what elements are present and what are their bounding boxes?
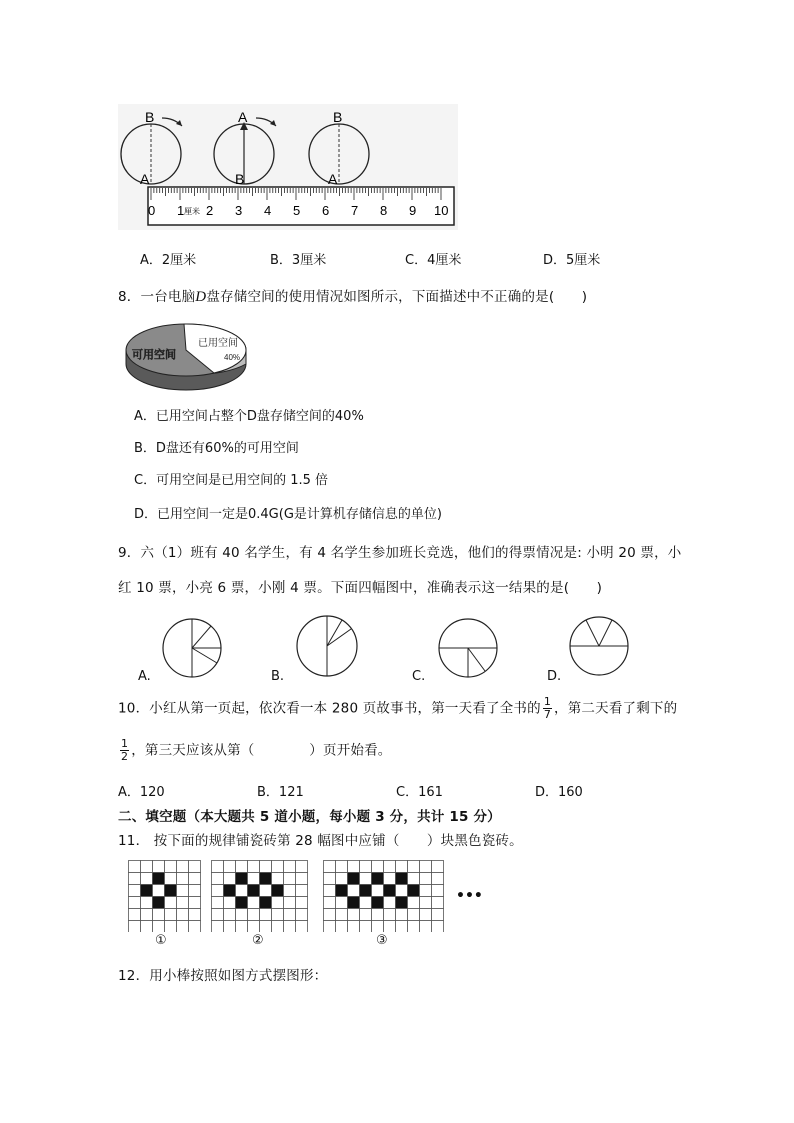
q10-frac2-num: 1: [121, 737, 129, 750]
tile: [248, 921, 260, 933]
tile: [260, 921, 272, 933]
ruler-tick-label-8: 8: [380, 203, 388, 218]
tile: [284, 873, 296, 885]
tile: [153, 873, 165, 885]
q9-pie-b[interactable]: [295, 614, 359, 678]
q8-stem-prefix: 8．一台电脑: [118, 289, 196, 305]
tile: [248, 909, 260, 921]
tile: [212, 861, 224, 873]
tile: [432, 921, 444, 933]
q9-option-a-label[interactable]: A.: [138, 669, 151, 684]
tile: [248, 873, 260, 885]
tile: [408, 861, 420, 873]
tile: [236, 897, 248, 909]
q11-label-1: ①: [155, 933, 167, 948]
ruler-tick-label-6: 6: [322, 203, 330, 218]
tile: [372, 873, 384, 885]
tile: [177, 921, 189, 933]
tile: [348, 909, 360, 921]
q7-option-c[interactable]: C．4厘米: [405, 253, 462, 268]
tile: [189, 921, 201, 933]
tile: [296, 909, 308, 921]
tile: [396, 873, 408, 885]
tile: [296, 861, 308, 873]
tile: [408, 897, 420, 909]
tile: [348, 861, 360, 873]
q11-tile-pattern-3: [323, 860, 444, 932]
q8-stem: [118, 285, 587, 306]
tile: [165, 897, 177, 909]
tile: [212, 885, 224, 897]
tile: [260, 873, 272, 885]
tile: [396, 885, 408, 897]
tile: [432, 885, 444, 897]
circle-2-top-label: A: [238, 109, 248, 125]
tile: [248, 897, 260, 909]
tile: [348, 873, 360, 885]
tile: [384, 885, 396, 897]
tile: [284, 909, 296, 921]
tile: [189, 909, 201, 921]
tile: [141, 897, 153, 909]
tile: [372, 885, 384, 897]
tile: [212, 909, 224, 921]
tile: [296, 897, 308, 909]
tile: [177, 897, 189, 909]
tile: [348, 897, 360, 909]
circle-3-top-label: B: [333, 109, 343, 125]
ruler-tick-label-3: 3: [235, 203, 243, 218]
tile: [272, 921, 284, 933]
tile: [336, 873, 348, 885]
q10-fraction-2: [120, 738, 129, 763]
tile: [384, 861, 396, 873]
tile: [129, 897, 141, 909]
tile: [272, 909, 284, 921]
q11-tile-pattern-2: [211, 860, 308, 932]
tile: [396, 909, 408, 921]
tile: [384, 897, 396, 909]
q10-option-a[interactable]: A．120: [118, 785, 165, 800]
tile: [212, 921, 224, 933]
tile: [129, 885, 141, 897]
q9-stem-line2: 红 10 票，小亮 6 票，小刚 4 票。下面四幅图中，准确表示这一结果的是( ): [118, 580, 603, 596]
tile: [248, 885, 260, 897]
tile: [224, 885, 236, 897]
q9-pie-d[interactable]: [568, 615, 630, 677]
tile: [236, 921, 248, 933]
tile: [212, 897, 224, 909]
tile: [360, 921, 372, 933]
q9-pie-a[interactable]: [161, 617, 223, 679]
tile: [420, 921, 432, 933]
q7-option-a[interactable]: A．2厘米: [140, 253, 197, 268]
q7-ruler-figure: [118, 104, 458, 230]
tile: [360, 909, 372, 921]
q8-stem-d: D: [195, 289, 207, 305]
circle-2-bottom-label: B: [235, 171, 245, 187]
q10-frac1-den: 7: [543, 708, 552, 721]
tile: [153, 885, 165, 897]
pie-used-label: 已用空间: [198, 338, 238, 349]
tile: [272, 861, 284, 873]
tile: [165, 885, 177, 897]
tile: [360, 861, 372, 873]
ruler-tick-label-1: 1: [177, 203, 185, 218]
q9-pie-c[interactable]: [437, 617, 499, 679]
ruler-tick-label-0: 0: [148, 203, 156, 218]
tile: [324, 885, 336, 897]
tile: [236, 873, 248, 885]
tile: [177, 885, 189, 897]
tile: [296, 885, 308, 897]
q11-label-3: ③: [376, 933, 388, 948]
tile: [248, 861, 260, 873]
q9-option-d-label[interactable]: D.: [547, 669, 562, 684]
tile: [384, 921, 396, 933]
tile: [260, 861, 272, 873]
tile: [420, 873, 432, 885]
tile: [153, 861, 165, 873]
tile: [396, 897, 408, 909]
q10-stem-part3: ，第三天应该从第（ ）页开始看。: [131, 742, 392, 759]
tile: [408, 885, 420, 897]
tile: [336, 861, 348, 873]
tile: [224, 909, 236, 921]
tile: [296, 873, 308, 885]
q10-stem-line1: [118, 696, 677, 721]
tile: [177, 861, 189, 873]
tile: [236, 885, 248, 897]
q11-label-2: ②: [252, 933, 264, 948]
tile: [260, 909, 272, 921]
q9-stem-line1: 9．六（1）班有 40 名学生，有 4 名学生参加班长竞选，他们的得票情况是: 小明 20 票，小: [118, 545, 682, 561]
tile: [224, 897, 236, 909]
tile: [432, 873, 444, 885]
tile: [177, 873, 189, 885]
q10-frac2-den: 2: [121, 750, 129, 763]
tile: [165, 861, 177, 873]
q8-option-b[interactable]: B．D盘还有60%的可用空间: [134, 441, 299, 456]
tile: [408, 873, 420, 885]
tile: [189, 861, 201, 873]
tile: [165, 873, 177, 885]
tile: [165, 909, 177, 921]
tile: [177, 909, 189, 921]
tile: [189, 885, 201, 897]
tile: [336, 921, 348, 933]
tile: [189, 897, 201, 909]
tile: [372, 921, 384, 933]
pie-available-label: 可用空间: [132, 349, 176, 361]
tile: [348, 921, 360, 933]
tile: [296, 921, 308, 933]
tile: [141, 861, 153, 873]
tile: [153, 921, 165, 933]
tile: [141, 885, 153, 897]
tile: [129, 921, 141, 933]
tile: [129, 861, 141, 873]
tile: [272, 885, 284, 897]
tile: [141, 873, 153, 885]
tile: [420, 909, 432, 921]
q9-option-b-label[interactable]: B.: [271, 669, 285, 684]
tile: [324, 897, 336, 909]
tile: [324, 921, 336, 933]
q10-stem-part2: ，第二天看了剩下的: [554, 700, 678, 717]
tile: [420, 897, 432, 909]
tile: [141, 921, 153, 933]
q7-option-d[interactable]: D．5厘米: [543, 253, 601, 268]
tile: [324, 909, 336, 921]
tile: [336, 885, 348, 897]
q8-option-d[interactable]: D．已用空间一定是0.4G(G是计算机存储信息的单位): [134, 507, 442, 522]
tile: [408, 909, 420, 921]
tile: [129, 909, 141, 921]
q12-stem: 12．用小棒按照如图方式摆图形：: [118, 968, 328, 984]
tile: [224, 873, 236, 885]
tile: [153, 897, 165, 909]
q10-option-b[interactable]: B．121: [257, 785, 304, 800]
tile: [384, 873, 396, 885]
section-2-title: 二、填空题（本大题共 5 道小题，每小题 3 分，共计 15 分）: [118, 809, 501, 825]
q10-option-c[interactable]: C．161: [396, 785, 443, 800]
tile: [408, 921, 420, 933]
ruler-unit: 厘米: [184, 207, 200, 216]
q8-option-a[interactable]: A．已用空间占整个D盘存储空间的40%: [134, 409, 364, 424]
tile: [284, 885, 296, 897]
tile: [360, 897, 372, 909]
q7-option-b[interactable]: B．3厘米: [270, 253, 327, 268]
ruler-tick-label-5: 5: [293, 203, 301, 218]
tile: [336, 909, 348, 921]
ruler-tick-label-4: 4: [264, 203, 272, 218]
tile: [272, 897, 284, 909]
tile: [236, 909, 248, 921]
tile: [420, 861, 432, 873]
tile: [153, 909, 165, 921]
tile: [360, 873, 372, 885]
tile: [336, 897, 348, 909]
q10-frac1-num: 1: [543, 695, 552, 708]
ruler-tick-label-7: 7: [351, 203, 359, 218]
tile: [141, 909, 153, 921]
tile: [432, 909, 444, 921]
tile: [360, 885, 372, 897]
ruler-tick-label-2: 2: [206, 203, 214, 218]
tile: [284, 921, 296, 933]
q10-option-d[interactable]: D．160: [535, 785, 583, 800]
q8-stem-rest: 盘存储空间的使用情况如图所示，下面描述中不正确的是( ): [206, 289, 588, 305]
tile: [384, 909, 396, 921]
tile: [224, 861, 236, 873]
tile: [324, 873, 336, 885]
circle-1-bottom-label: A: [140, 171, 150, 187]
ruler-tick-label-9: 9: [409, 203, 417, 218]
tile: [396, 861, 408, 873]
pie-used-percent: 40%: [224, 353, 241, 362]
tile: [324, 861, 336, 873]
tile: [348, 885, 360, 897]
circle-3-bottom-label: A: [328, 171, 338, 187]
q8-pie-chart: [124, 316, 248, 396]
tile: [260, 897, 272, 909]
q10-stem-line2: [118, 738, 392, 763]
tile: [432, 861, 444, 873]
tile: [372, 909, 384, 921]
tile: [272, 873, 284, 885]
tile: [432, 897, 444, 909]
q9-option-c-label[interactable]: C.: [412, 669, 426, 684]
tile: [224, 921, 236, 933]
tile: [189, 873, 201, 885]
tile: [212, 873, 224, 885]
q8-option-c[interactable]: C．可用空间是已用空间的 1.5 倍: [134, 473, 329, 488]
q11-tile-pattern-1: [128, 860, 203, 932]
circle-1-top-label: B: [145, 109, 155, 125]
ruler-tick-label-10: 10: [434, 203, 449, 218]
tile: [260, 885, 272, 897]
tile: [372, 897, 384, 909]
q10-fraction-1: [543, 696, 552, 721]
q11-stem: 11． 按下面的规律铺瓷砖第 28 幅图中应铺（ ）块黑色瓷砖。: [118, 833, 523, 849]
tile: [284, 897, 296, 909]
tile: [396, 921, 408, 933]
tile: [284, 861, 296, 873]
tile: [129, 873, 141, 885]
tile: [372, 861, 384, 873]
tile: [236, 861, 248, 873]
q10-stem-part1: 10．小红从第一页起，依次看一本 280 页故事书，第一天看了全书的: [118, 700, 541, 717]
tile: [420, 885, 432, 897]
q11-ellipsis: •••: [456, 888, 483, 904]
tile: [165, 921, 177, 933]
